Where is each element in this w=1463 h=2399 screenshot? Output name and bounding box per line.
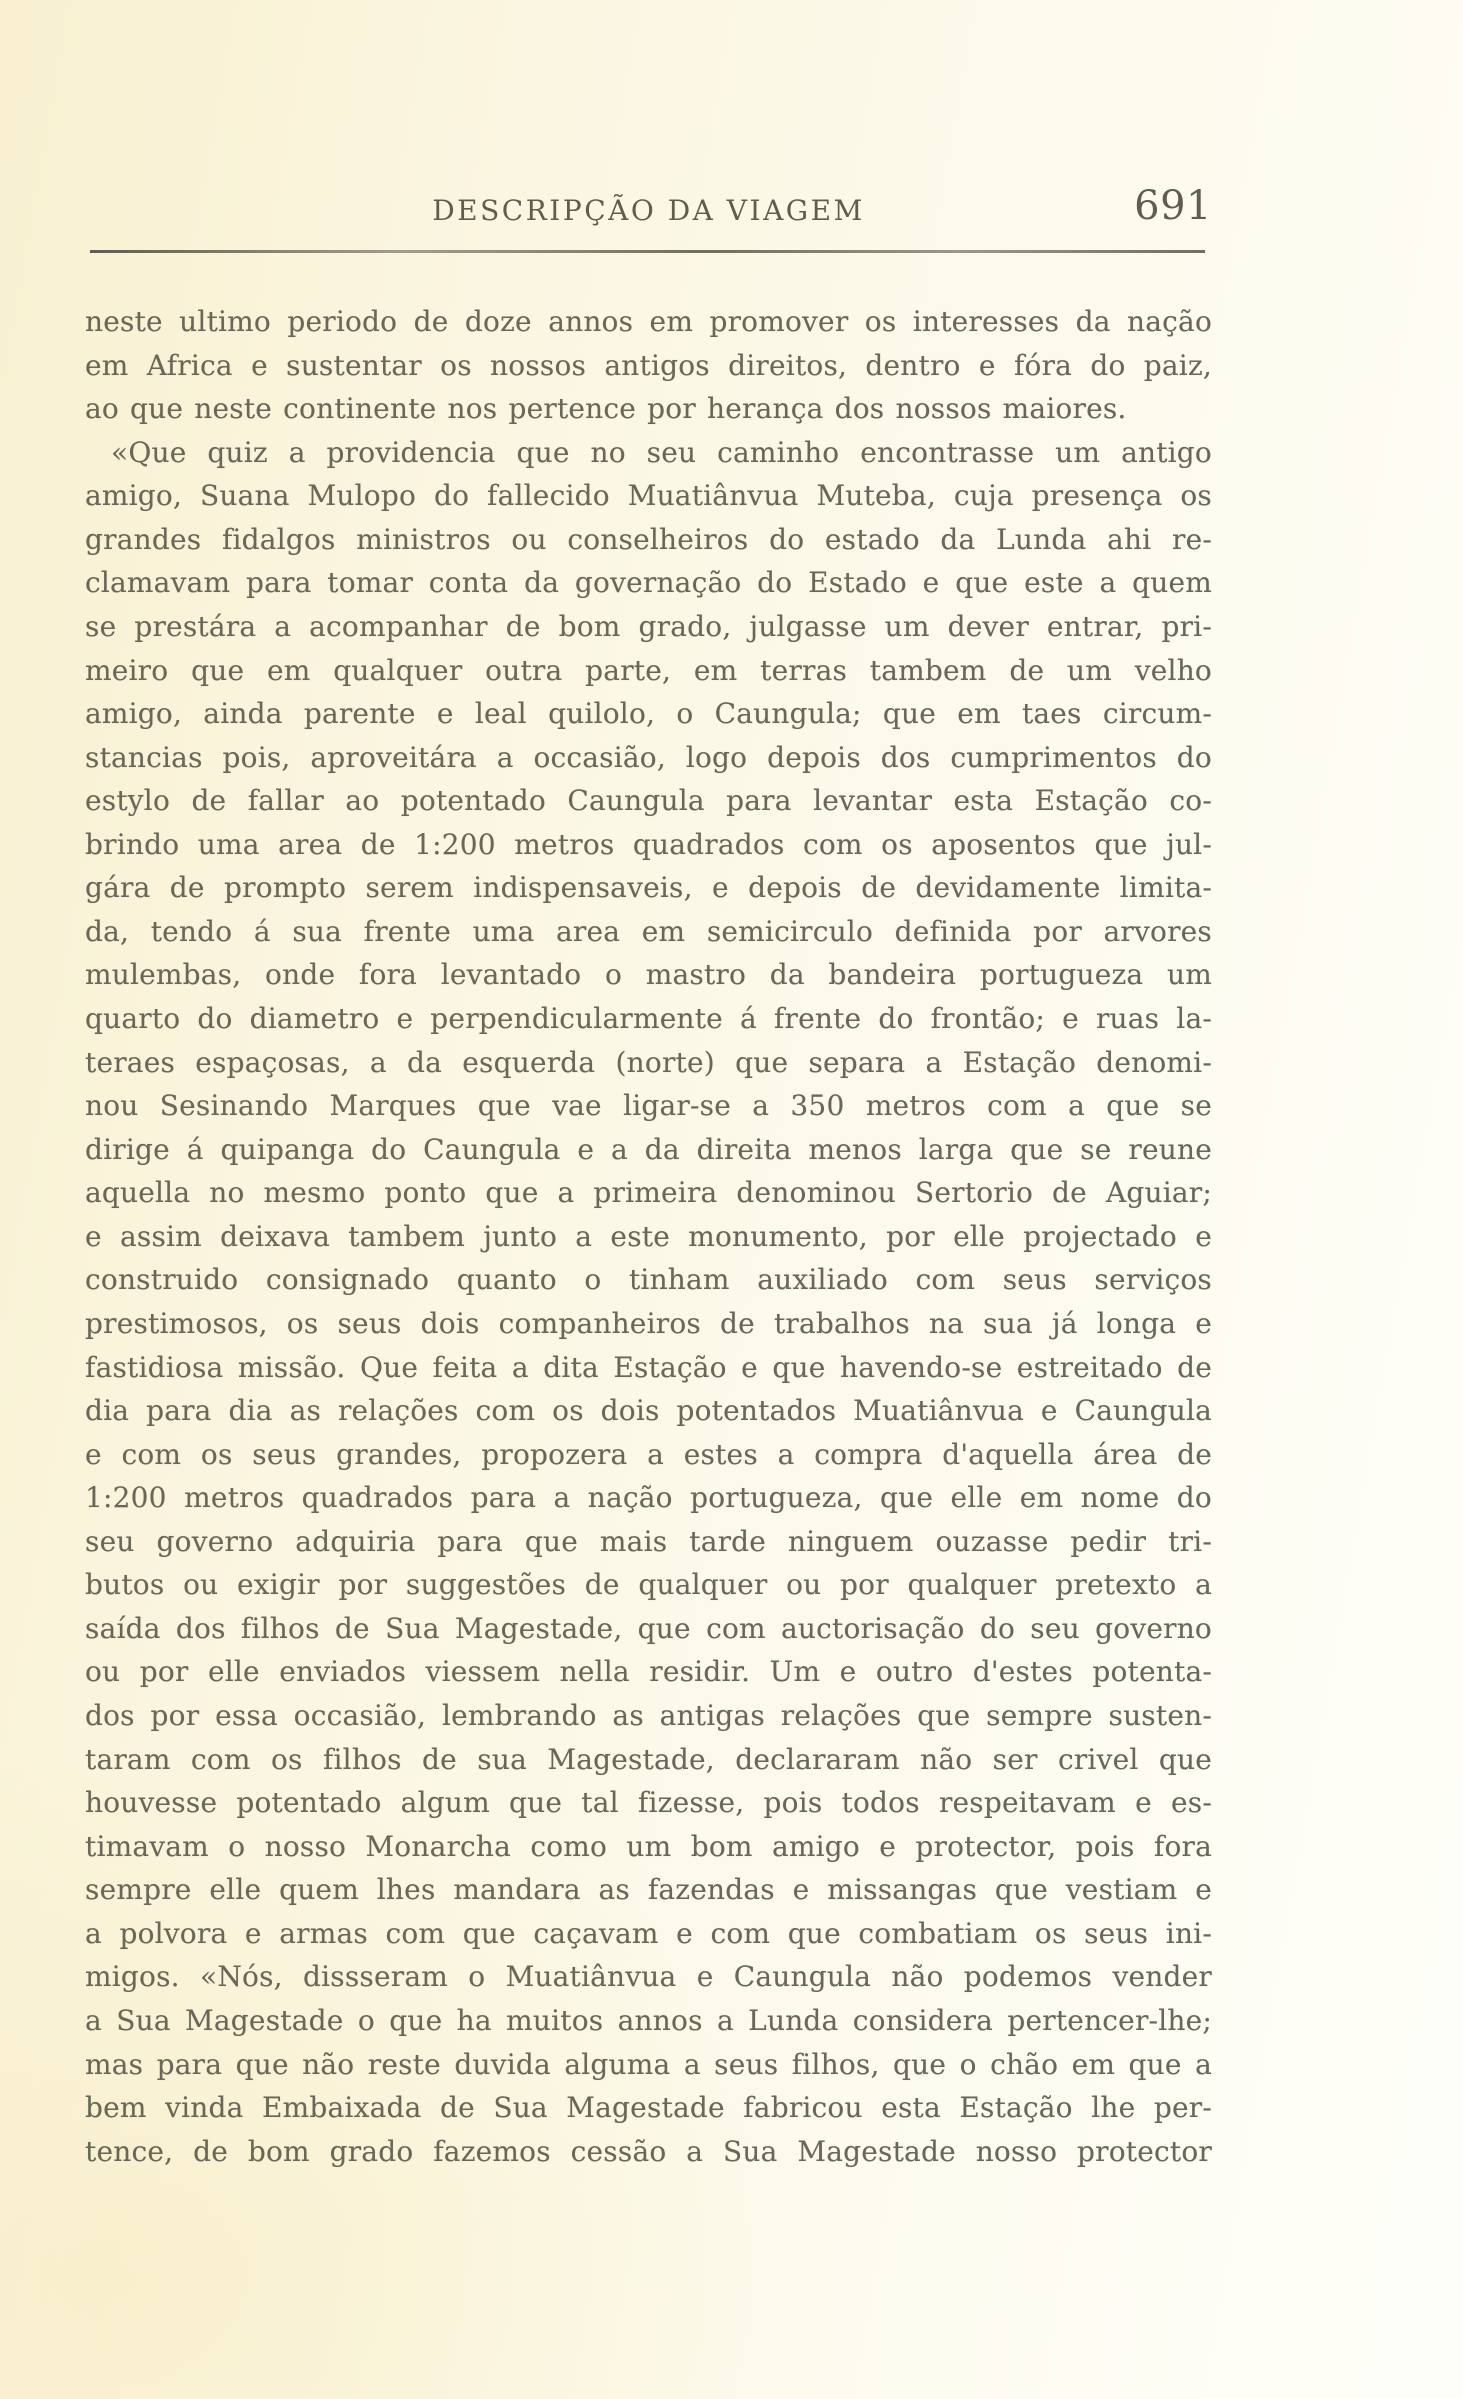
text-line: dia para dia as relações com os dois potentados Muatiânvua e Caungula xyxy=(85,1394,1212,1428)
text-line: timavam o nosso Monarcha como um bom amigo e protector, pois fora xyxy=(85,1829,1212,1863)
text-line: amigo, ainda parente e leal quilolo, o Caungula; que em taes circum- xyxy=(85,697,1212,731)
text-line: migos. «Nós, dissseram o Muatiânvua e Caungula não podemos vender xyxy=(85,1960,1212,1994)
text-line: quarto do diametro e perpendicularmente á frente do frontão; e ruas la- xyxy=(85,1002,1212,1035)
text-line: e com os seus grandes, propozera a estes a compra d'aquella área de xyxy=(85,1437,1212,1471)
text-line: «Que quiz a providencia que no seu caminho encontrasse um antigo xyxy=(111,435,1212,469)
text-line: ao que neste continente nos pertence por herança dos nossos maiores. xyxy=(85,392,1127,426)
text-line: a Sua Magestade o que ha muitos annos a Lunda considera pertencer-lhe; xyxy=(85,2003,1212,2037)
text-line: da, tendo á sua frente uma area em semicirculo definida por arvores xyxy=(85,914,1212,948)
body-text xyxy=(85,300,1212,2173)
text-line: fastidiosa missão. Que feita a dita Estação e que havendo-se estreitado de xyxy=(85,1350,1212,1384)
text-line: sempre elle quem lhes mandara as fazendas e missangas que vestiam e xyxy=(85,1873,1212,1907)
text-line: dos por essa occasião, lembrando as antigas relações que sempre susten- xyxy=(85,1699,1212,1732)
text-line: clamavam para tomar conta da governação do Estado e que este a quem xyxy=(85,566,1212,600)
running-title: DESCRIPÇÃO DA VIAGEM xyxy=(432,194,865,227)
text-line: ou por elle enviados viessem nella residir. Um e outro d'estes potenta- xyxy=(85,1655,1212,1689)
text-line: mulembas, onde fora levantado o mastro da bandeira portugueza um xyxy=(85,958,1212,992)
text-line: saída dos filhos de Sua Magestade, que com auctorisação do seu governo xyxy=(85,1611,1212,1645)
text-line: e assim deixava tambem junto a este monumento, por elle projectado e xyxy=(85,1219,1212,1253)
header-rule xyxy=(90,250,1205,253)
text-line: bem vinda Embaixada de Sua Magestade fabricou esta Estação lhe per- xyxy=(85,2091,1212,2125)
text-line: estylo de fallar ao potentado Caungula para levantar esta Estação co- xyxy=(85,784,1212,818)
text-line: brindo uma area de 1:200 metros quadrados com os aposentos que jul- xyxy=(85,827,1212,861)
text-line: prestimosos, os seus dois companheiros de trabalhos na sua já longa e xyxy=(85,1306,1212,1340)
text-line: se prestára a acompanhar de bom grado, julgasse um dever entrar, pri- xyxy=(85,609,1212,643)
text-line: dirige á quipanga do Caungula e a da direita menos larga que se reune xyxy=(85,1132,1212,1166)
page-header xyxy=(85,184,1212,234)
text-line: seu governo adquiria para que mais tarde ninguem ouzasse pedir tri- xyxy=(85,1524,1212,1558)
text-line: a polvora e armas com que caçavam e com que combatiam os seus ini- xyxy=(85,1916,1212,1950)
text-line: houvesse potentado algum que tal fizesse, pois todos respeitavam e es- xyxy=(85,1786,1212,1820)
text-line: grandes fidalgos ministros ou conselheiros do estado da Lunda ahi re- xyxy=(85,522,1212,556)
text-line: neste ultimo periodo de doze annos em promover os interesses da nação xyxy=(85,305,1212,338)
page-number: 691 xyxy=(1134,183,1212,229)
text-line: 1:200 metros quadrados para a nação portugueza, que elle em nome do xyxy=(85,1481,1212,1515)
text-line: nou Sesinando Marques que vae ligar-se a 350 metros com a que se xyxy=(85,1089,1212,1123)
text-line: butos ou exigir por suggestões de qualquer ou por qualquer pretexto a xyxy=(85,1568,1212,1602)
text-line: stancias pois, aproveitára a occasião, logo depois dos cumprimentos do xyxy=(85,740,1212,774)
text-line: taram com os filhos de sua Magestade, declararam não ser crivel que xyxy=(85,1742,1212,1776)
text-line: amigo, Suana Mulopo do fallecido Muatiânvua Muteba, cuja presença os xyxy=(85,479,1212,513)
text-line: tence, de bom grado fazemos cessão a Sua Magestade nosso protector xyxy=(85,2134,1212,2168)
text-line: meiro que em qualquer outra parte, em terras tambem de um velho xyxy=(85,653,1212,687)
text-line: teraes espaçosas, a da esquerda (norte) que separa a Estação denomi- xyxy=(85,1045,1212,1079)
text-line: gára de prompto serem indispensaveis, e depois de devidamente limita- xyxy=(85,871,1212,905)
text-line: mas para que não reste duvida alguma a seus filhos, que o chão em que a xyxy=(85,2047,1212,2081)
text-line: aquella no mesmo ponto que a primeira denominou Sertorio de Aguiar; xyxy=(85,1176,1212,1210)
text-line: construido consignado quanto o tinham auxiliado com seus serviços xyxy=(85,1263,1212,1297)
text-line: em Africa e sustentar os nossos antigos direitos, dentro e fóra do paiz, xyxy=(85,348,1212,382)
